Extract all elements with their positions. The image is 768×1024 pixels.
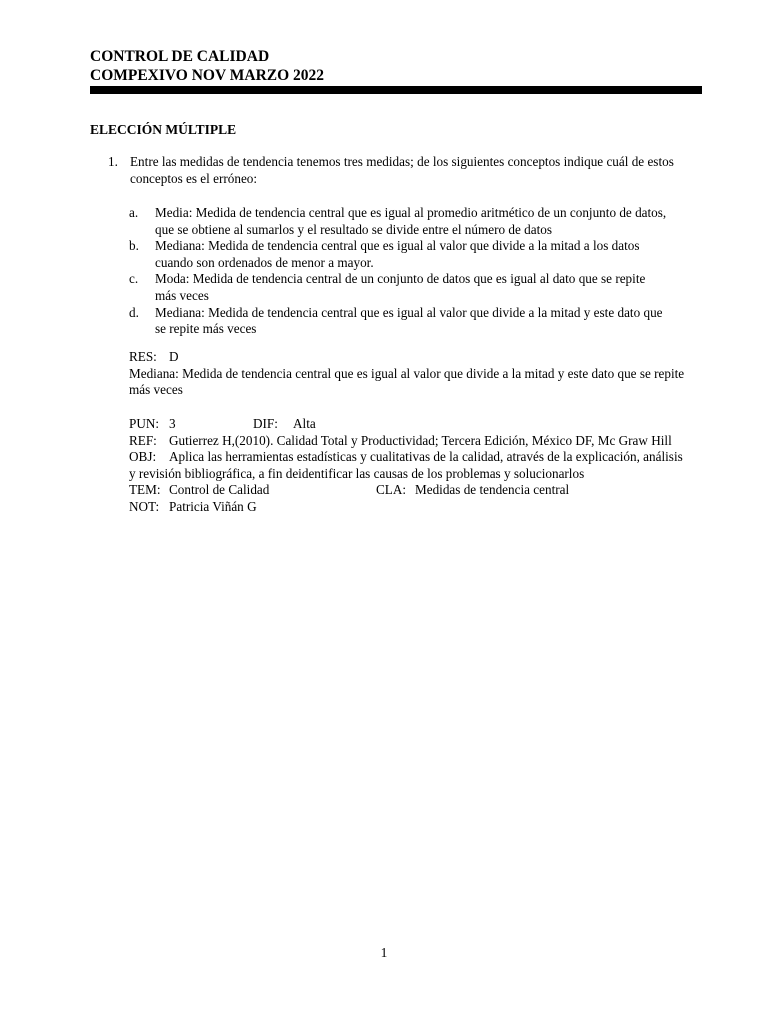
- not-value: Patricia Viñán G: [169, 498, 257, 514]
- header-divider: [90, 86, 702, 94]
- document-header: [90, 47, 702, 85]
- pun-label: PUN:: [129, 416, 160, 431]
- option-letter: d.: [129, 304, 139, 320]
- option-text: Mediana: Medida de tendencia central que es igual al valor que divide a la mitad y este dato que se repite más veces: [155, 304, 663, 337]
- not-label: NOT:: [129, 498, 160, 514]
- obj-value: Aplica las herramientas estadísticas y cualitativas de la calidad, através de la explicación, análisis y revisión bibliográfica, a fin deidentificar las causas de los problemas y solucionarlos: [129, 449, 683, 481]
- option-b: [129, 238, 669, 271]
- option-text: Mediana: Medida de tendencia central que es igual al valor que divide a la mitad a los datos cuando son ordenados de menor a mayor.: [155, 238, 640, 270]
- answer-value: D: [169, 349, 179, 364]
- question-text: Entre las medidas de tendencia tenemos tres medidas; de los siguientes conceptos indique cuál de estos conceptos es el erróneo:: [130, 154, 674, 186]
- option-d: [129, 305, 669, 338]
- ref-value: Gutierrez H,(2010). Calidad Total y Productividad; Tercera Edición, México DF, Mc Graw Hill: [169, 432, 672, 448]
- pun-value: 3: [169, 416, 176, 431]
- not-row: [129, 499, 689, 516]
- cla-value: Medidas de tendencia central: [415, 482, 570, 498]
- option-a: [129, 205, 669, 238]
- obj-label: OBJ:: [129, 449, 157, 465]
- exam-title: COMPEXIVO NOV MARZO 2022: [90, 67, 325, 84]
- dif-label: DIF:: [253, 416, 278, 431]
- option-c: [129, 271, 669, 304]
- answer-row: [129, 349, 689, 366]
- option-letter: b.: [129, 238, 139, 254]
- answer-label: RES:: [129, 349, 157, 364]
- answer-block: [129, 349, 689, 399]
- tem-value: Control de Calidad: [169, 482, 270, 498]
- question-metadata: [129, 416, 689, 516]
- option-text: Moda: Medida de tendencia central de un conjunto de datos que es igual al dato que se repite más veces: [155, 271, 646, 303]
- course-title: CONTROL DE CALIDAD: [90, 48, 270, 65]
- cla-label: CLA:: [376, 482, 407, 498]
- ref-label: REF:: [129, 432, 157, 448]
- question-number: 1.: [108, 154, 118, 169]
- dif-value: Alta: [293, 416, 316, 431]
- pun-dif-row: [129, 416, 689, 433]
- tem-label: TEM:: [129, 482, 161, 498]
- option-letter: c.: [129, 271, 139, 287]
- option-text: Media: Medida de tendencia central que es igual al promedio aritmético de un conjunto de datos, que se obtiene al sumarlos y el resultado se divide entre el número de datos: [155, 205, 667, 237]
- page-number: 1: [380, 945, 388, 960]
- option-letter: a.: [129, 205, 139, 220]
- answer-options: [129, 205, 669, 338]
- answer-explanation: Mediana: Medida de tendencia central que es igual al valor que divide a la mitad y este dato que se repite más veces: [129, 365, 685, 398]
- tem-cla-row: [129, 482, 689, 499]
- ref-row: [129, 433, 689, 450]
- section-title: ELECCIÓN MÚLTIPLE: [90, 122, 237, 137]
- obj-row: [129, 449, 689, 482]
